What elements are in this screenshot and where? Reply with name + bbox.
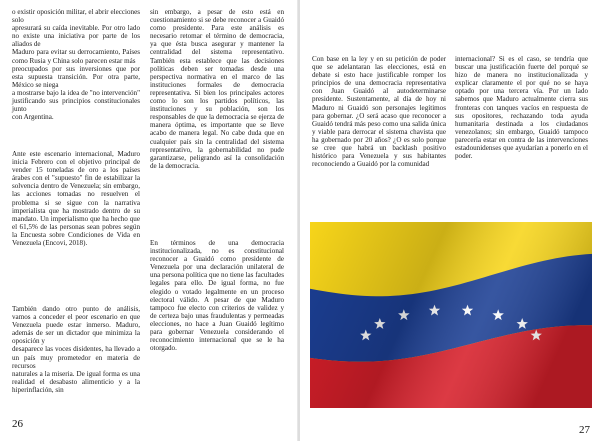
venezuela-flag-photo-icon	[310, 222, 592, 408]
right-col2-para1: internacional? Si es el caso, se tendría que buscar una justificación fuerte del porqué se hizo de manera no institucionalizada y explicar claramente el por qué no se haya optado por una tercera vía. Por un lado sabemos que Maduro actualmente cierra sus fronteras con tanques vacíos en respuesta de sus opositores, rechazando toda ayuda humanitaria destinada a los ciudadanos venezolanos; sin embargo, Guaidó tampoco parecería estar en contra de las intervenciones estadounidenses que ayudarían a ponerlo en el poder.	[455, 55, 588, 161]
page-number-left: 26	[12, 418, 23, 430]
left-col2-para2: En términos de una democracia institucionalizada, no es constitucional reconocer a Guaidó como presidente de Venezuela por una declaración unilateral de una persona política que no tiene las facultades legales para ello. De igual forma, no fue elegido o votado legalmente en un proceso electoral válido. A pesar de que Maduro tampoco fue electo con criterios de validez y de certeza bajo unas fraudulentas y permeadas elecciones, no hace a Juan Guaidó legítimo para gobernar Venezuela considerando el reconocimiento internacional que se le ha otorgado.	[150, 239, 284, 353]
page-number-right: 27	[579, 424, 590, 436]
right-col1-para1: Con base en la ley y en su petición de poder que se adelantaran las elecciones, está en debate si esto hace justificable romper los principios de una democracia representativa con Juan Guaidó al autodeterminarse presidente. Sustentamente, al día de hoy ni Maduro ni Guaidó son personajes legítimos para gobernar. ¿O será acaso que reconocer a Guaidó tendrá más peso como una salida única y viable para derrocar el sistema chavista que ha gobernado por 20 años? ¿O es solo porque se cree que habrá un backlash positivo histórico para Venezuela y sus habitantes reconociendo a Guaidó por la comunidad	[312, 55, 446, 169]
left-col1-para3: También dando otro punto de análisis, vamos a conceder el peor escenario en que Venezuela puede estar inmerso. Maduro, además de ser un dictador que minimiza la oposición y desaparece las voces disidentes, ha llevado a un país muy prometedor en materia de recursos naturales a la miseria. De igual forma es una realidad el desabasto alimenticio y a la hiperinflación, sin	[12, 305, 140, 394]
left-col2-para1: sin embargo, a pesar de esto está en cuestionamiento si se debe reconocer a Guaidó como presidente. Para este análisis es necesario retomar el término de democracia, ya que ésta busca asegurar y mantener la centralidad del sistema representativo. También esta establece que las decisiones políticas deben ser tomadas desde una perspectiva normativa en el marco de las instituciones formales de democracia representativa. Si bien los principales actores como lo son los partidos políticos, las instituciones y su población, son los responsables de que la democracia se ejerza de manera óptima, es importante que se lleve acabo de manera legal. No cabe duda que en cualquier país sin la centralidad del sistema representativo, la gobernabilidad no pude garantizarse, peligrando así la consolidación de la democracia.	[150, 8, 284, 170]
left-col1-para1: o existir oposición militar, el abrir elecciones solo apresurará su caída inevitable. Por otro lado no existe una iniciativa por parte de los aliados de Maduro para evitar su derrocamiento, Países como Rusia y China solo parecen estar más preocupados por sus inversiones que por esta supuesta transición. Por otra parte, México se niega a mostrarse bajo la idea de "no intervención" justificando sus principios constitucionales junto con Argentina.	[12, 8, 140, 122]
left-page	[0, 0, 298, 441]
left-col1-para2: Ante este escenario internacional, Maduro inicia Febrero con el objetivo principal de vender 15 toneladas de oro a los países árabes con el "supuesto" fin de estabilizar la solvencia dentro de Venezuela; sin embargo, las acciones tomadas no resuelven el problema si se sigue con la narrativa imperialista que ha mostrado dentro de su mandato. Un imperialismo que ha hecho que el 61,5% de las personas sean pobres según la Encuesta sobre Condiciones de Vida en Venezuela (Encovi, 2018).	[12, 150, 140, 248]
